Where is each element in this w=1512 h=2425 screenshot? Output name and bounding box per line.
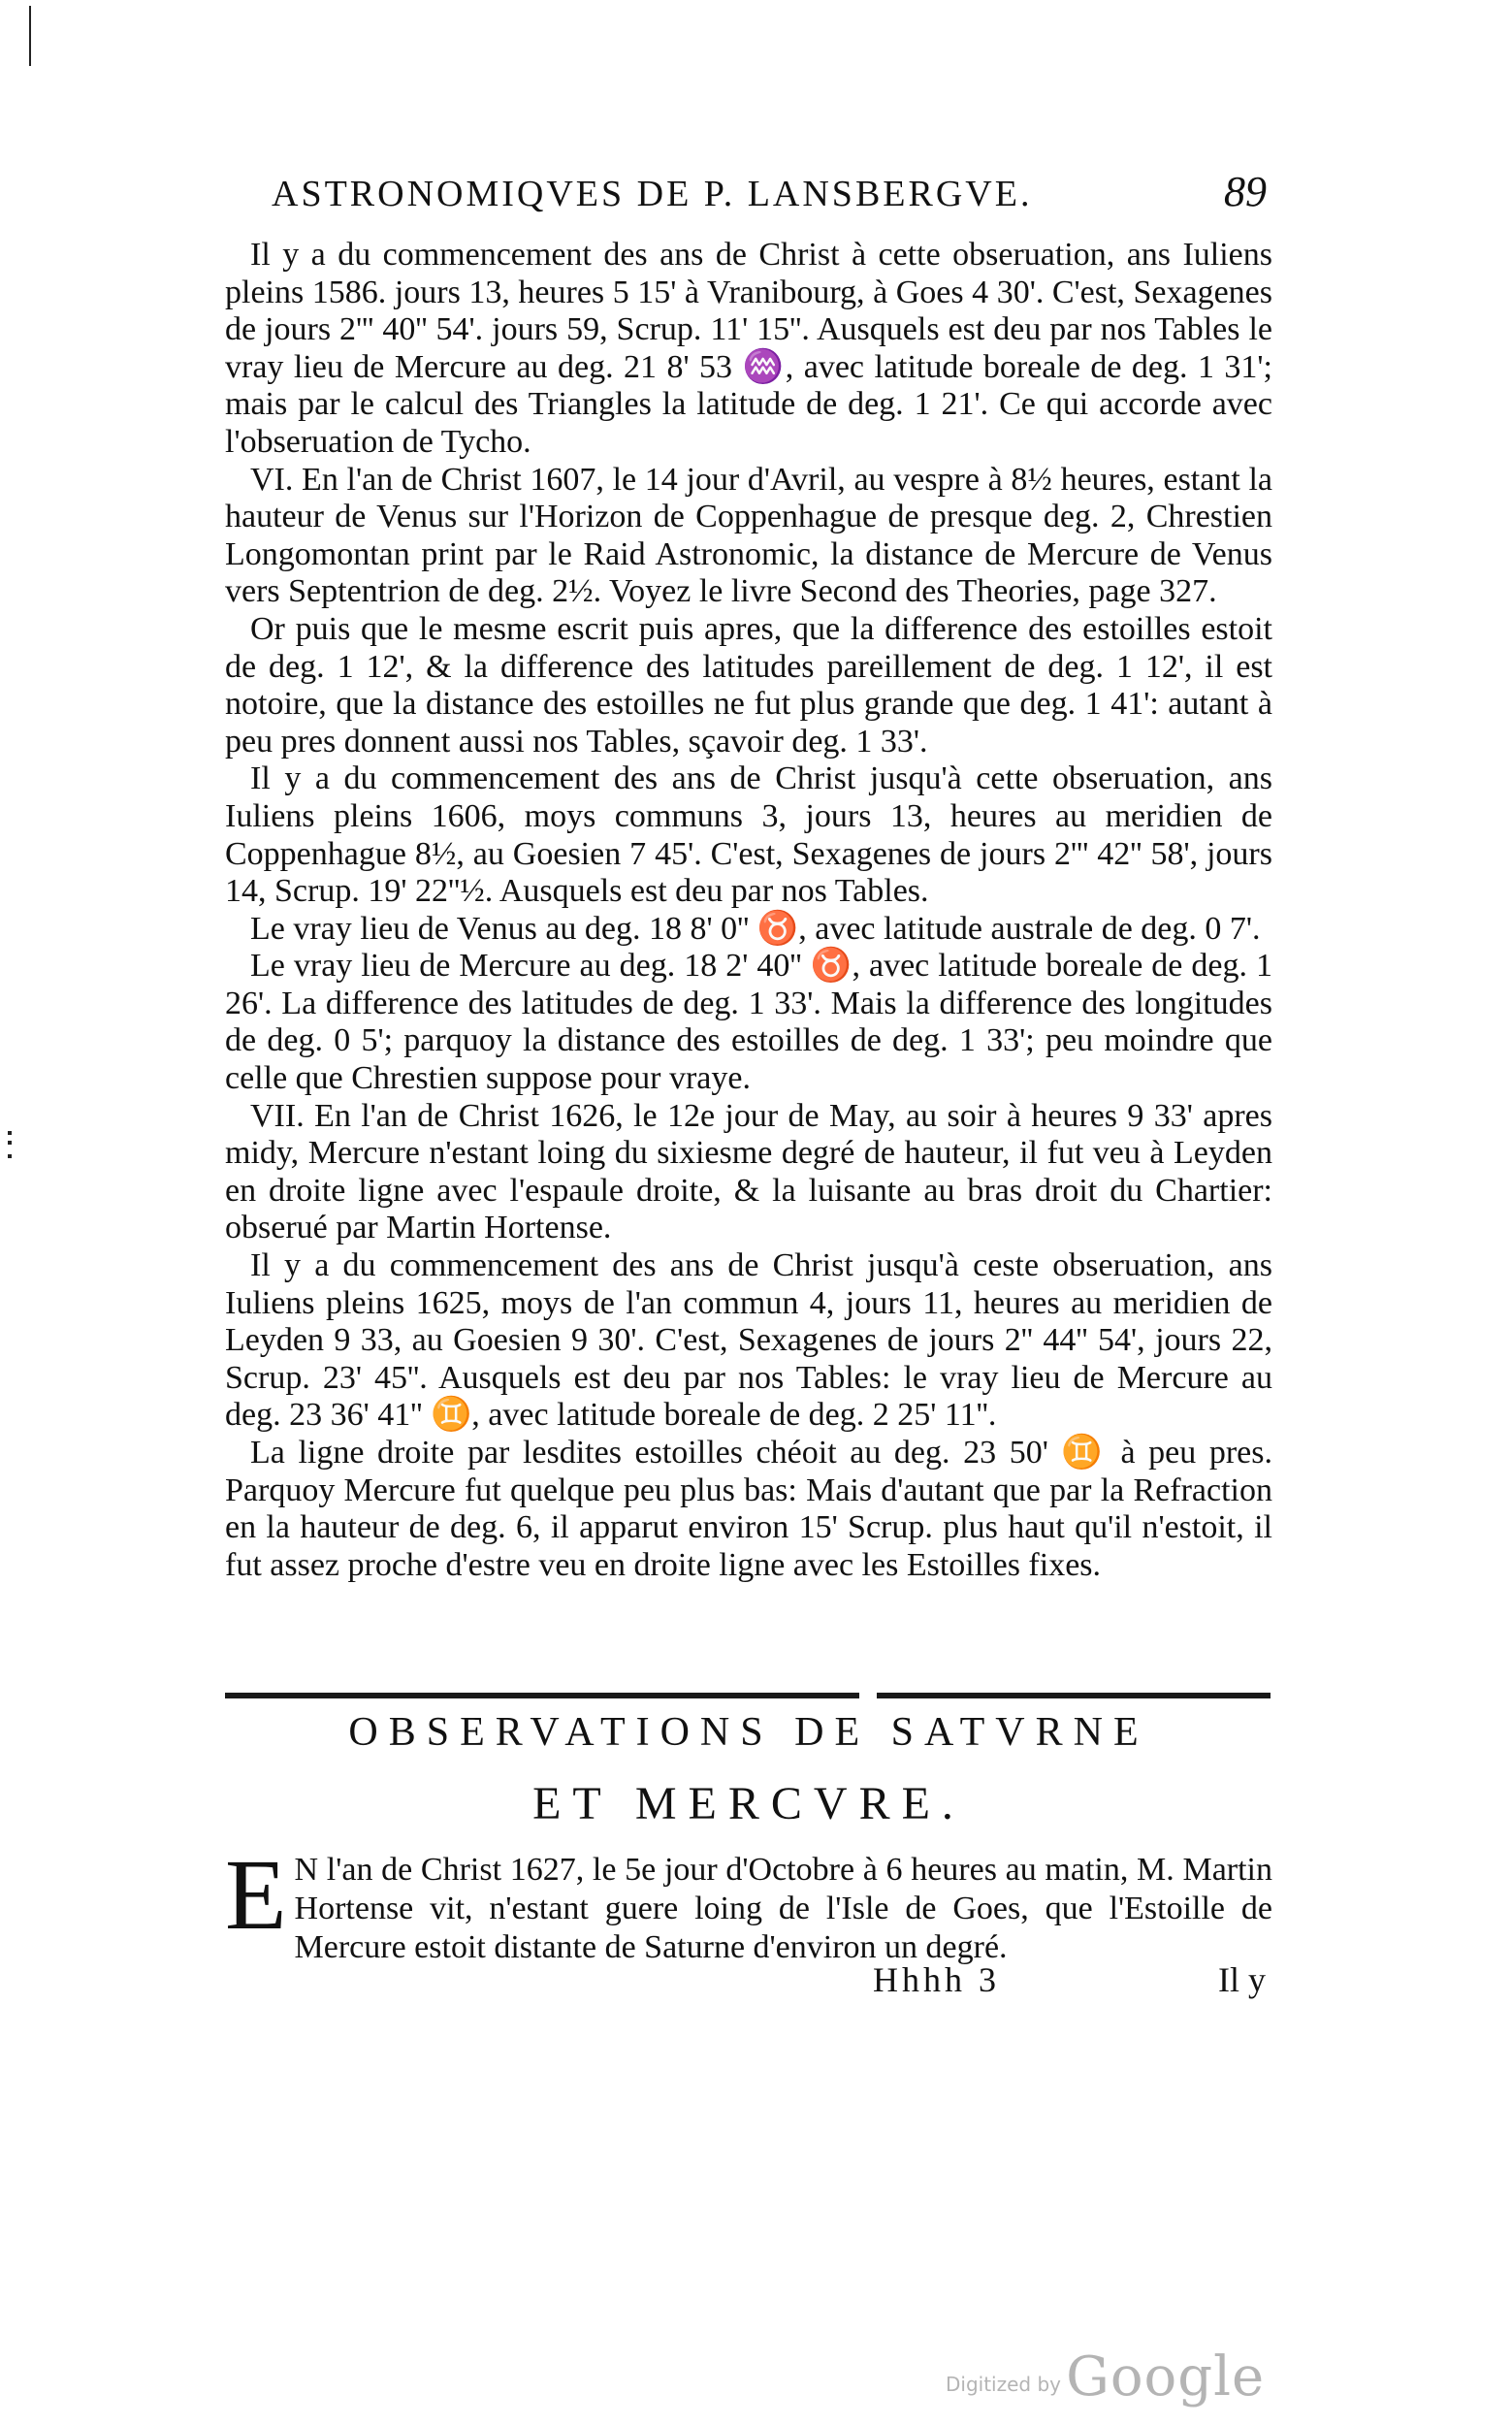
opening-text: N l'an de Christ 1627, le 5e jour d'Octobre à 6 heures au matin, M. Martin Hortense vit, n'estant guere loing de l'Isle de Goes, que l'Estoille de Mercure estoit distante de Saturne d'environ un degré. [294,1852,1272,1965]
watermark-prefix: Digitized by [946,2373,1061,2396]
margin-mark [8,1141,12,1145]
body-text [225,237,1272,1584]
paragraph: VI. En l'an de Christ 1607, le 14 jour d'Avril, au vespre à 8½ heures, estant la hauteur de Venus sur l'Horizon de Coppenhague de presque deg. 2, Chrestien Longomontan print par le Raid Astronomic, la distance de Mercure de Venus vers Septentrion de deg. 2½. Voyez le livre Second des Theories, page 327. [225,461,1272,610]
paragraph: Le vray lieu de Mercure au deg. 18 2' 40'' ♉, avec latitude boreale de deg. 1 26'. La difference des latitudes de deg. 1 33'. Mais la difference des longitudes de deg. 0 5'; parquoy la distance des estoilles de deg. 1 33'; peu moindre que celle que Chrestien suppose pour vraye. [225,948,1272,1097]
digitization-watermark [946,2345,1265,2409]
margin-mark [29,6,31,66]
section-subtitle: ET MERCVRE. [532,1778,965,1829]
paragraph: Il y a du commencement des ans de Christ jusqu'à ceste obseruation, ans Iuliens pleins 1625, moys de l'an commun 4, jours 11, heures au meridien de Leyden 9 33, au Goesien 9 30'. C'est, Sexagenes de jours 2'' 44'' 54', jours 22, Scrup. 23' 45''. Ausquels est deu par nos Tables: le vray lieu de Mercure au deg. 23 36' 41'' ♊, avec latitude boreale de deg. 2 25' 11''. [225,1247,1272,1434]
drop-cap: E [225,1839,287,1951]
paragraph: VII. En l'an de Christ 1626, le 12e jour de May, au soir à heures 9 33' apres midy, Mercure n'estant loing du sixiesme degré de hauteur, il fut veu à Leyden en droite ligne avec l'espaule droite, & la luisante au bras droit du Chartier: obserué par Martin Hortense. [225,1097,1272,1246]
running-head: ASTRONOMIQVES DE P. LANSBERGVE. [272,174,1033,214]
paragraph: La ligne droite par lesdites estoilles chéoit au deg. 23 50' ♊ à peu pres. Parquoy Mercure fut quelque peu plus bas: Mais d'autant que par la Refraction en la hauteur de deg. 6, il apparut environ 15' Scrup. plus haut qu'il n'estoit, il fut assez proche d'estre veu en droite ligne avec les Estoilles fixes. [225,1435,1272,1583]
paragraph: Il y a du commencement des ans de Christ à cette obseruation, ans Iuliens pleins 1586. jours 13, heures 5 15' à Vranibourg, à Goes 4 30'. C'est, Sexagenes de jours 2''' 40'' 54'. jours 59, Scrup. 11' 15''. Ausquels est deu par nos Tables le vray lieu de Mercure au deg. 21 8' 53 ♒, avec latitude boreale de deg. 1 31'; mais par le calcul des Triangles la latitude de deg. 1 21'. Ce qui accorde avec l'obseruation de Tycho. [225,237,1272,460]
opening-paragraph [225,1839,1272,1967]
catchword: Il y [1218,1960,1266,1999]
margin-mark [8,1154,12,1158]
margin-mark [8,1131,12,1135]
paragraph: Or puis que le mesme escrit puis apres, que la difference des estoilles estoit de deg. 1 12', & la difference des latitudes pareillement de deg. 1 12', il est notoire, que la distance des estoilles ne fut plus grande que deg. 1 41': autant à peu pres donnent aussi nos Tables, sçavoir deg. 1 33'. [225,610,1272,760]
page-number: 89 [1224,168,1267,215]
signature-mark: Hhhh 3 [873,1960,1000,1999]
paragraph: Il y a du commencement des ans de Christ jusqu'à cette obseruation, ans Iuliens pleins 1606, moys communs 3, jours 13, heures au meridien de Coppenhague 8½, au Goesien 7 45'. C'est, Sexagenes de jours 2''' 42'' 58', jours 14, Scrup. 19' 22''½. Ausquels est deu par nos Tables. [225,760,1272,910]
google-logo: Google [1066,2345,1266,2409]
section-rule [877,1693,1271,1698]
section-title: OBSERVATIONS DE SATVRNE [348,1710,1149,1755]
section-rule [225,1693,859,1698]
paragraph: Le vray lieu de Venus au deg. 18 8' 0'' ♉, avec latitude australe de deg. 0 7'. [250,910,1261,947]
